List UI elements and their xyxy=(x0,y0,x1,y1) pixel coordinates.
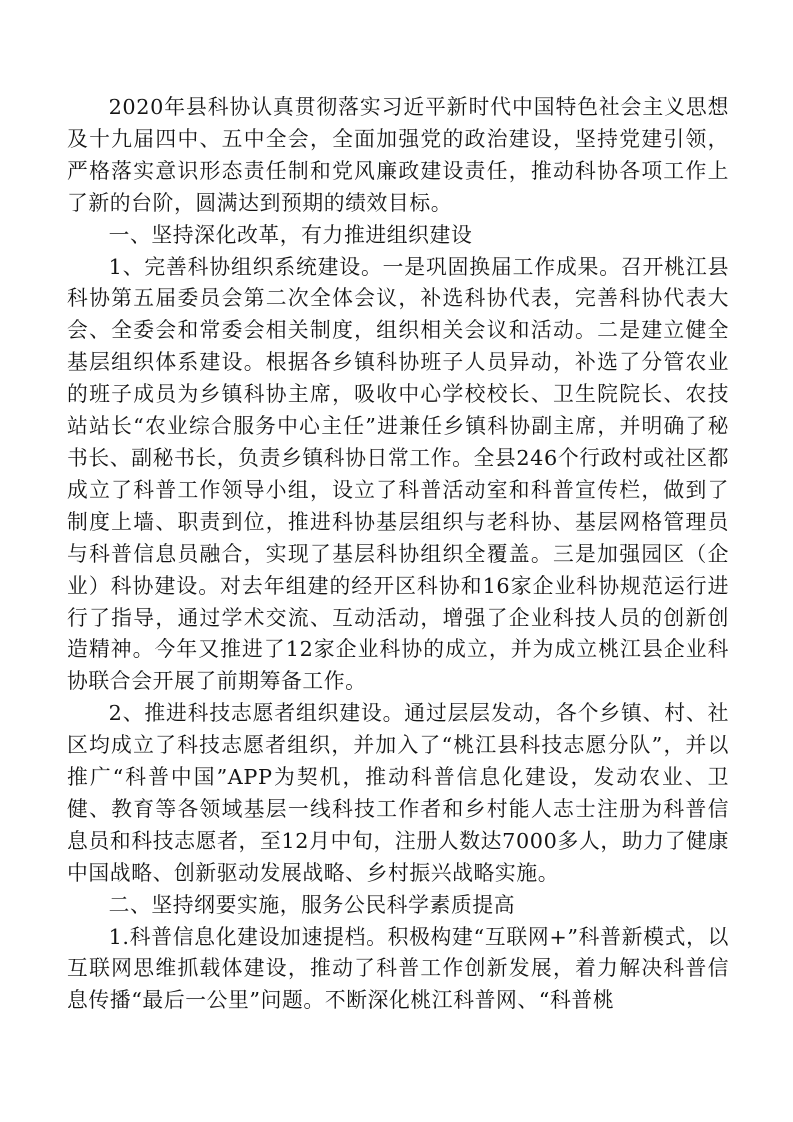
section-heading-2: 二、坚持纲要实施，服务公民科学素质提高 xyxy=(108,892,516,917)
section-heading-1: 一、坚持深化改革，有力推进组织建设 xyxy=(108,222,473,247)
paragraph-informatization: 1.科普信息化建设加速提档。积极构建“互联网+”科普新模式，以互联网思维抓载体建设，推动了科普工作创新发展，着力解决科普信息传播“最后一公里”问题。不断深化桃江科普网、“科普桃 xyxy=(67,924,729,1013)
document-body xyxy=(67,92,729,1017)
intro-paragraph: 2020年县科协认真贯彻落实习近平新时代中国特色社会主义思想及十九届四中、五中全会，全面加强党的政治建设，坚持党建引领，严格落实意识形态责任制和党风廉政建设责任，推动科协各项工作上了新的台阶，圆满达到预期的绩效目标。 xyxy=(67,95,729,215)
paragraph-volunteers: 2、推进科技志愿者组织建设。通过层层发动，各个乡镇、村、社区均成立了科技志愿者组织，并加入了“桃江县科技志愿分队”，并以推广“科普中国”APP为契机，推动科普信息化建设，发动农业、卫健、教育等各领域基层一线科技工作者和乡村能人志士注册为科普信息员和科技志愿者，至12月中旬，注册人数达7000多人，助力了健康中国战略、创新驱动发展战略、乡村振兴战略实施。 xyxy=(67,701,729,885)
paragraph-org-system: 1、完善科协组织系统建设。一是巩固换届工作成果。召开桃江县科协第五届委员会第二次全体会议，补选科协代表，完善科协代表大会、全委会和常委会相关制度，组织相关会议和活动。二是建立健全基层组织体系建设。根据各乡镇科协班子人员异动，补选了分管农业的班子成员为乡镇科协主席，吸收中心学校校长、卫生院院长、农技站站长“农业综合服务中心主任”进兼任乡镇科协副主席，并明确了秘书长、副秘书长，负责乡镇科协日常工作。全县246个行政村或社区都成立了科普工作领导小组，设立了科普活动室和科普宣传栏，做到了制度上墙、职责到位，推进科协基层组织与老科协、基层网格管理员与科普信息员融合，实现了基层科协组织全覆盖。三是加强园区（企业）科协建设。对去年组建的经开区科协和16家企业科协规范运行进行了指导，通过学术交流、互动活动，增强了企业科技人员的创新创造精神。今年又推进了12家企业科协的成立，并为成立桃江县企业科协联合会开展了前期筹备工作。 xyxy=(67,254,730,694)
